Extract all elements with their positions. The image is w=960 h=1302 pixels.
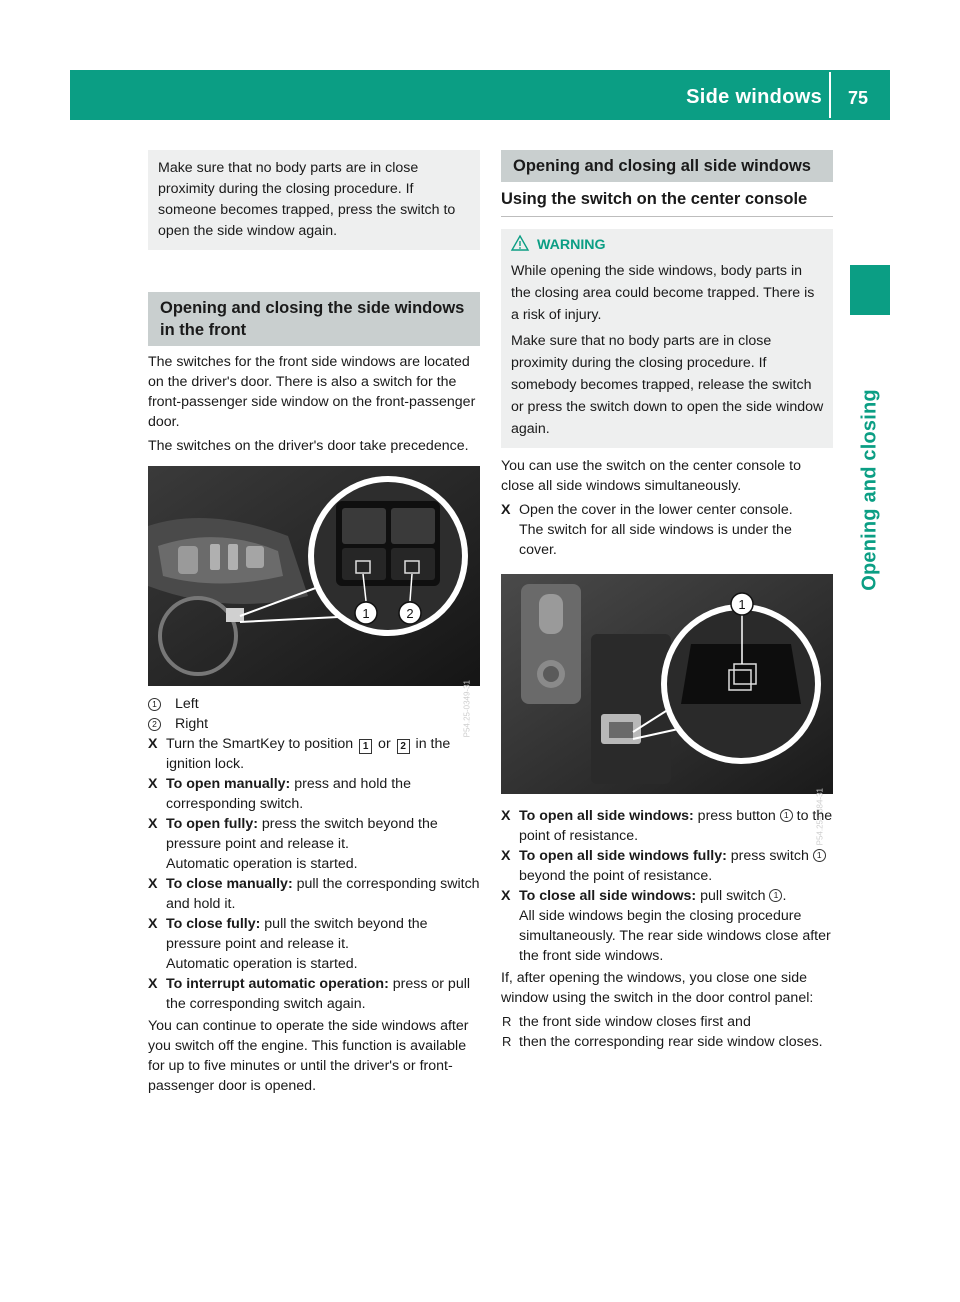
key-position-2: 2 [397, 739, 410, 754]
step-open-fully: X To open fully: press the switch beyond the pressure point and release it. Automatic operation is started. [148, 816, 438, 872]
after-opening-paragraph: If, after opening the windows, you close one side window using the switch in the door control panel: [501, 970, 814, 1006]
step-smartkey: X Turn the SmartKey to position 1 or 2 in the ignition lock. [148, 736, 451, 772]
right-column [501, 150, 833, 1052]
step-close-all: X To close all side windows: pull switch 1 . All side windows begin the closing procedure simultaneously. The rear side windows close after the front side windows. [501, 888, 831, 964]
section-heading-all: Opening and closing all side windows [501, 150, 833, 182]
step-close-manually: X To close manually: pull the corresponding switch and hold it. [148, 876, 480, 912]
legend-item-2 [148, 714, 480, 734]
warning-box [501, 229, 833, 448]
warning-paragraph-1: While opening the side windows, body parts in the closing area could become trapped. There is a risk of injury. [511, 263, 815, 323]
step-interrupt: X To interrupt automatic operation: press or pull the corresponding switch again. [148, 976, 471, 1012]
safety-note-text: Make sure that no body parts are in close proximity during the closing procedure. If someone becomes trapped, press the switch to open the side window again. [158, 160, 456, 239]
legend-2-number: 2 [148, 718, 161, 731]
legend-1-label: Left [175, 696, 199, 712]
section-heading-front: Opening and closing the side windows in the front [148, 292, 480, 346]
step-open-all-fully: X To open all side windows fully: press switch 1 beyond the point of resistance. [501, 846, 833, 886]
step-close-fully: X To close fully: pull the switch beyond the pressure point and release it. Automatic operation is started. [148, 916, 428, 972]
center-console-intro: You can use the switch on the center console to close all side windows simultaneously. [501, 458, 801, 494]
figure1-callout-1-label: 1 [362, 606, 370, 621]
intro-paragraph-1: The switches for the front side windows are located on the driver's door. There is also a switch for the front-passenger side window on the front-passenger door. [148, 354, 476, 430]
open-all-number: 1 [780, 809, 793, 822]
warning-paragraph-2: Make sure that no body parts are in close proximity during the closing procedure. If somebody becomes trapped, release the switch or press the switch down to open the side window again. [511, 333, 824, 437]
chapter-tab-marker [850, 265, 890, 315]
key-position-1: 1 [359, 739, 372, 754]
bullet-item-2: R then the corresponding rear side window closes. [502, 1034, 823, 1050]
legend-item-1 [148, 694, 480, 714]
legend-2-label: Right [175, 716, 209, 732]
close-all-number: 1 [769, 889, 782, 902]
page-number: 75 [848, 88, 869, 108]
step-open-cover: X Open the cover in the lower center console. The switch for all side windows is under the cover. [501, 502, 793, 558]
subheading-center-console: Using the switch on the center console [501, 188, 833, 217]
step-open-manually: X To open manually: press and hold the corresponding switch. [148, 776, 411, 812]
warning-title: WARNING [537, 237, 606, 253]
step-open-all: X To open all side windows: press button 1 to the point of resistance. [501, 808, 833, 844]
warning-icon [511, 235, 529, 251]
figure2-code: P54.25-0384-31 [815, 788, 824, 846]
legend-1-number: 1 [148, 698, 161, 711]
intro-paragraph-2: The switches on the driver's door take precedence. [148, 438, 469, 454]
left-column [148, 150, 480, 1096]
page-title: Side windows [686, 86, 822, 108]
figure1-code: P54.25-0349-31 [462, 680, 471, 738]
header-separator [829, 72, 831, 118]
figure1-callout-2-label: 2 [406, 606, 414, 621]
chapter-tab-label: Opening and closing [858, 389, 881, 591]
open-all-fully-number: 1 [813, 849, 826, 862]
outro-paragraph: You can continue to operate the side windows after you switch off the engine. This function is available for up to five minutes or until the driver's or front-passenger door is opened. [148, 1018, 469, 1094]
bullet-item-1: R the front side window closes first and [502, 1014, 751, 1030]
figure2-callout-1-label: 1 [738, 597, 746, 612]
safety-note-box [148, 150, 480, 250]
